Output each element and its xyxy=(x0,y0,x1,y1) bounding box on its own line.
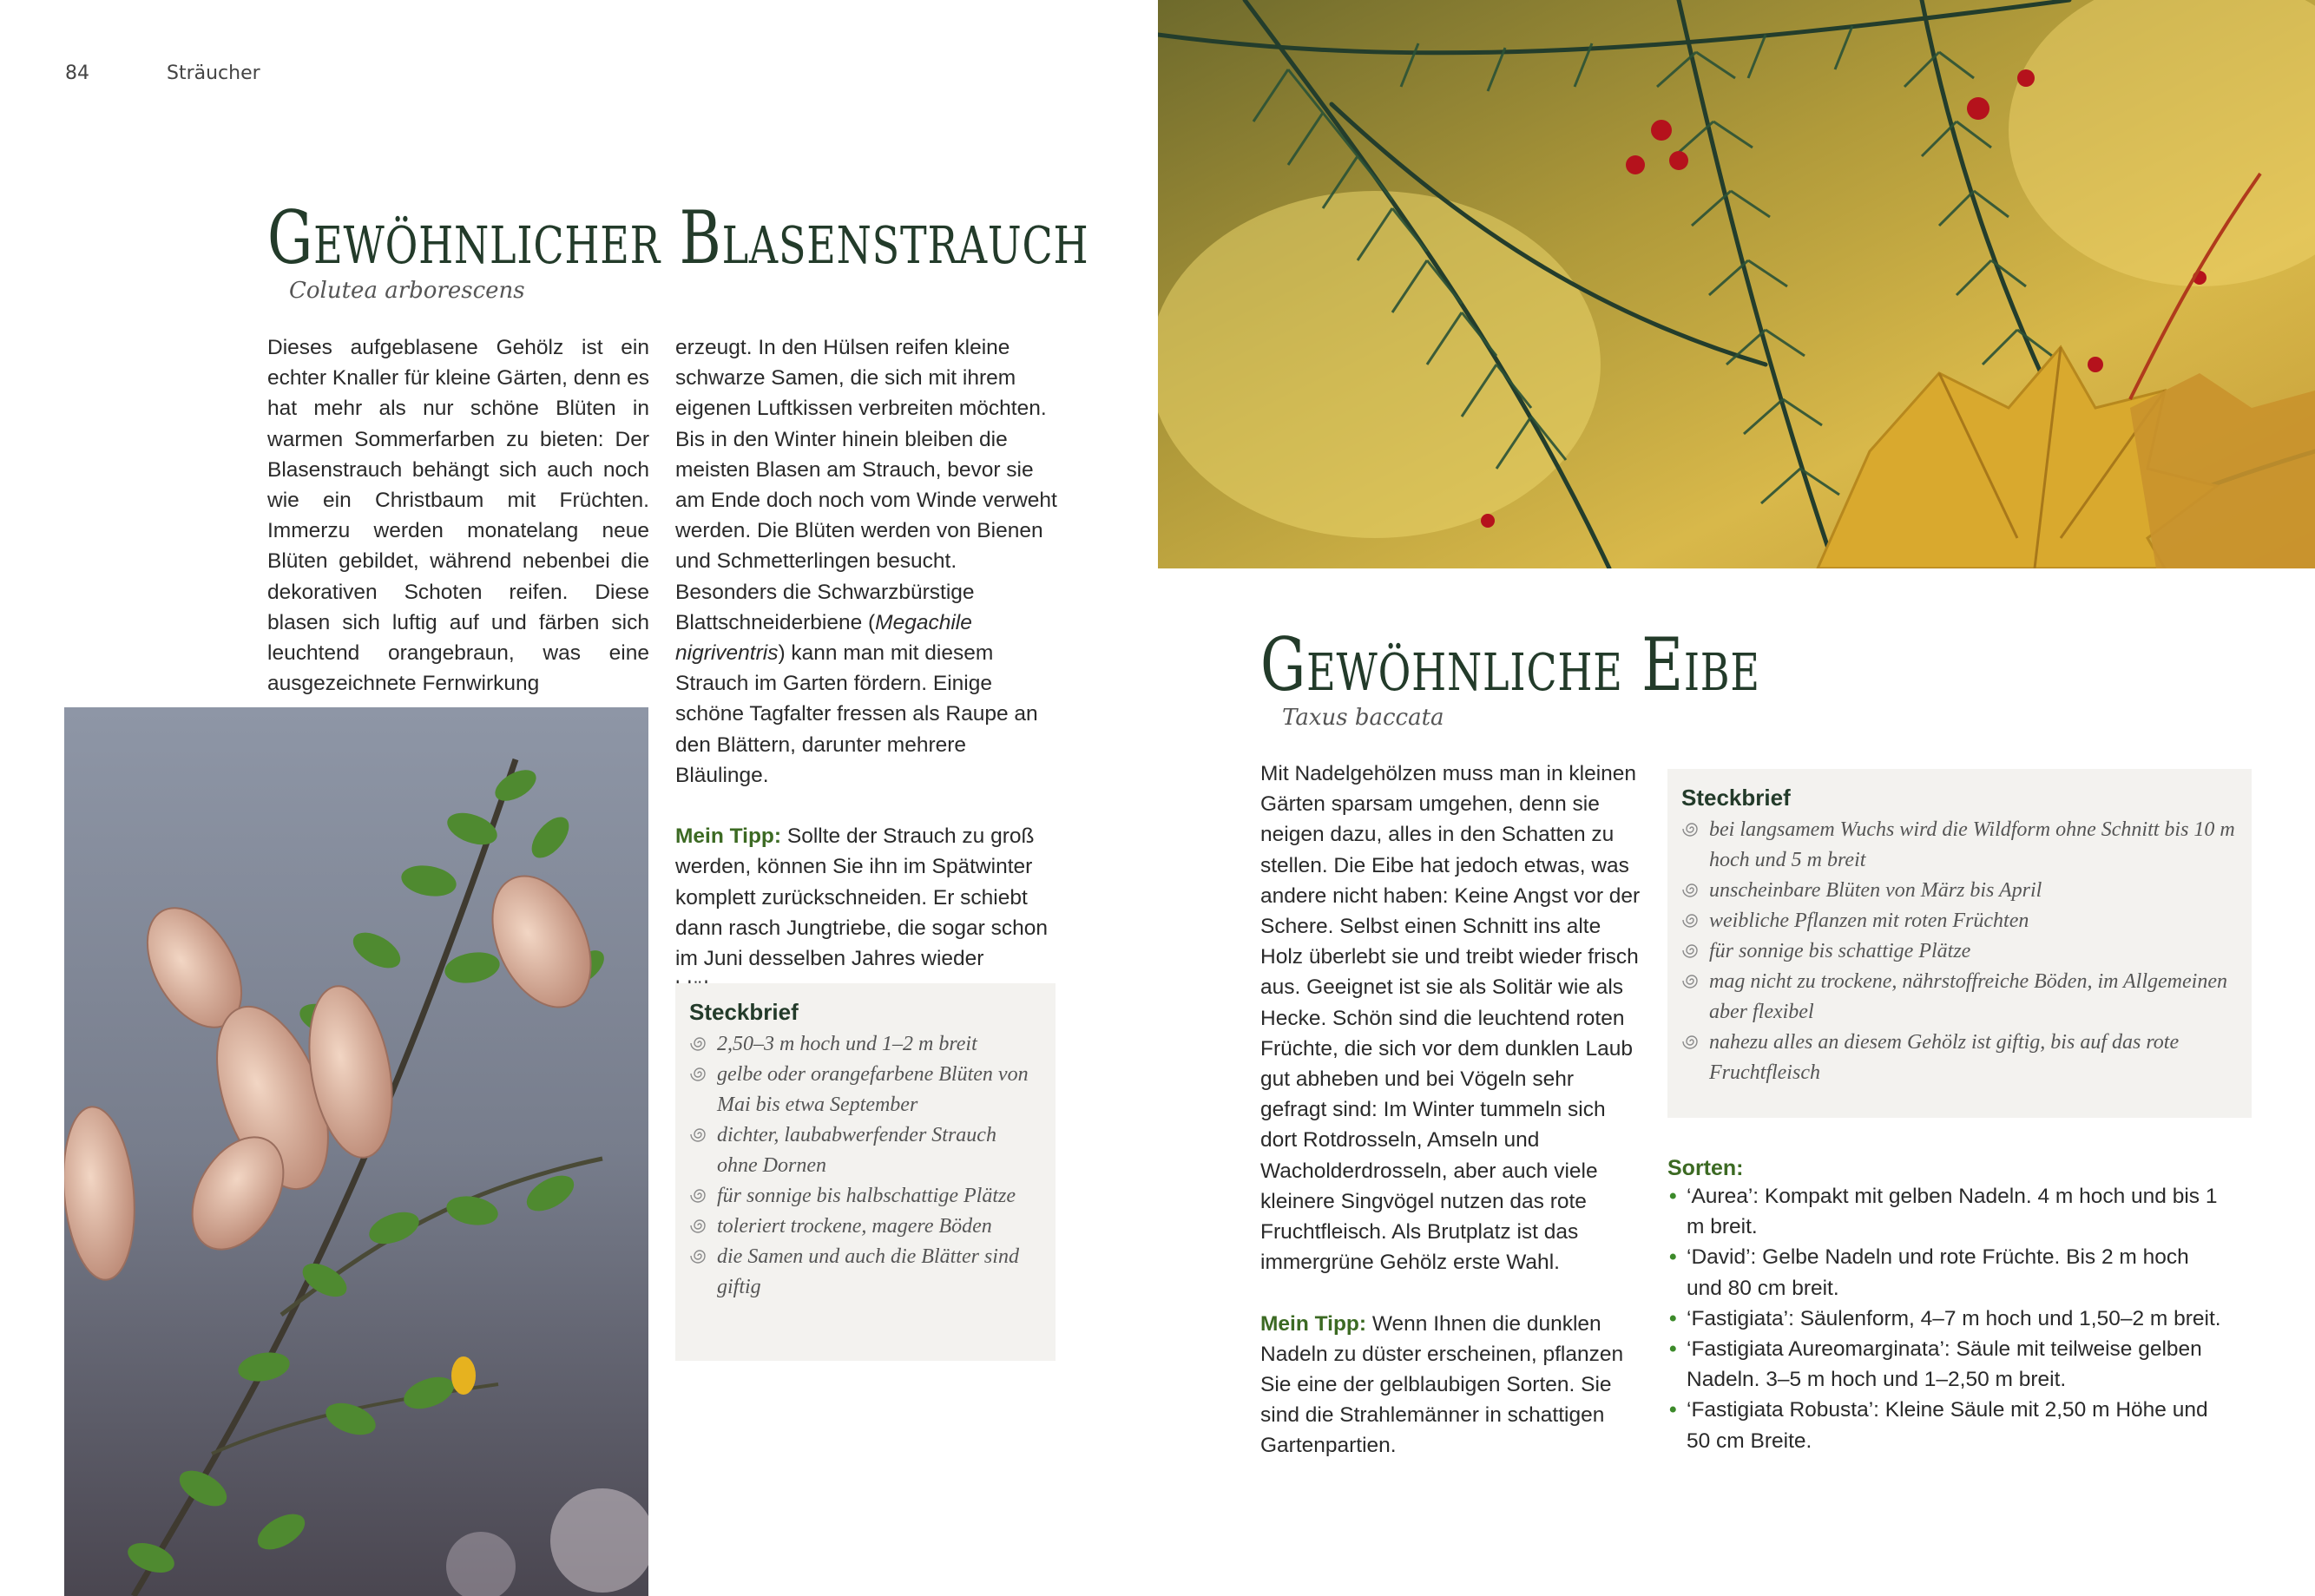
spiral-bullet-icon xyxy=(1681,1031,1702,1052)
tipp-paragraph xyxy=(675,821,1057,1004)
steckbrief-item: gelbe oder orangefarbene Blüten von Mai bis etwa September xyxy=(689,1060,1042,1120)
sorten-item: • ‘Fastigiata Robusta’: Kleine Säule mit 2,50 m Höhe und 50 cm Breite. xyxy=(1667,1395,2223,1455)
sorten-section xyxy=(1667,1156,2223,1456)
latin-name-blasenstrauch: Colutea arborescens xyxy=(289,278,525,304)
steckbrief-item: die Samen und auch die Blätter sind giftig xyxy=(689,1242,1042,1303)
sorten-item: • ‘David’: Gelbe Nadeln und rote Früchte. Bis 2 m hoch und 80 cm breit. xyxy=(1667,1242,2223,1303)
steckbrief-item: weibliche Pflanzen mit roten Früchten xyxy=(1681,906,2238,936)
spiral-bullet-icon xyxy=(1681,818,1702,839)
steckbrief-item: mag nicht zu trockene, nährstoffreiche Böden, im Allgemeinen aber flexibel xyxy=(1681,967,2238,1028)
tipp-paragraph xyxy=(1260,1309,1642,1461)
steckbrief-item: 2,50–3 m hoch und 1–2 m breit xyxy=(689,1029,1042,1060)
sorten-item: • ‘Fastigiata’: Säulenform, 4–7 m hoch und 1,50–2 m breit. xyxy=(1667,1304,2223,1334)
steckbrief-box-eibe xyxy=(1667,769,2252,1118)
text-column-1 xyxy=(267,332,649,730)
steckbrief-title: Steckbrief xyxy=(1681,785,1791,811)
text-column-eibe xyxy=(1260,759,1642,1492)
sorten-item: • ‘Aurea’: Kompakt mit gelben Nadeln. 4 m hoch und bis 1 m breit. xyxy=(1667,1181,2223,1242)
page-title-blasenstrauch: Gewöhnlicher Blasenstrauch xyxy=(267,195,1089,280)
tipp-label: Mein Tipp: xyxy=(1260,1311,1367,1336)
steckbrief-item: toleriert trockene, magere Böden xyxy=(689,1212,1042,1242)
bullet-dot-icon: • xyxy=(1669,1306,1677,1330)
spiral-bullet-icon xyxy=(689,1033,710,1054)
body-text: erzeugt. In den Hülsen reifen kleine schwarze Samen, die sich mit ihrem eigenen Luftkissen verbreiten möchten. Bis in den Winter hinein bleiben die meisten Blasen am Strauch, bevor sie am Ende doch noch vom Winde verweht werden. Die Blüten werden von Bienen und Schmetterlingen besucht. Besonders die Schwarzbürstige Blattschneiderbiene ( xyxy=(675,336,1057,634)
tipp-label: Mein Tipp: xyxy=(675,824,782,849)
sorten-title: Sorten: xyxy=(1667,1156,1744,1180)
body-paragraph: Dieses aufgeblasene Gehölz ist ein echter Knaller für kleine Gärten, denn es hat mehr als nur schöne Blüten in warmen Sommerfarben zu bieten: Der Blasenstrauch behängt sich auch noch wie ein Christbaum mit Früchten. Immerzu werden monatelang neue Blüten gebildet, während nebenbei die dekorativen Schoten reifen. Diese blasen sich luftig auf und färben sich leuchtend orangebraun, was eine ausgezeichnete Fernwirkung xyxy=(267,336,649,696)
spiral-bullet-icon xyxy=(689,1124,710,1145)
steckbrief-item: für sonnige bis schattige Plätze xyxy=(1681,936,2238,967)
spiral-bullet-icon xyxy=(1681,940,1702,961)
bullet-dot-icon: • xyxy=(1669,1185,1677,1208)
bullet-dot-icon: • xyxy=(1669,1337,1677,1362)
spiral-bullet-icon xyxy=(689,1215,710,1236)
bullet-dot-icon: • xyxy=(1669,1398,1677,1422)
bullet-dot-icon: • xyxy=(1669,1245,1677,1270)
sorten-item: • ‘Fastigiata Aureomarginata’: Säule mit teilweise gelben Nadeln. 3–5 m hoch und 1–2,50 m breit. xyxy=(1667,1334,2223,1395)
steckbrief-box-blasenstrauch xyxy=(675,983,1056,1361)
spiral-bullet-icon xyxy=(689,1063,710,1084)
steckbrief-item: dichter, laubabwerfender Strauch ohne Dornen xyxy=(689,1120,1042,1181)
text-column-2 xyxy=(675,332,1057,1035)
tipp-text: Sollte der Strauch zu groß werden, können Sie ihn im Spätwinter komplett zurückschneiden. Er schiebt dann rasch Jungtriebe, die sogar schon im Juni desselben Jahres wieder xyxy=(675,824,1049,971)
page-title-eibe: Gewöhnliche Eibe xyxy=(1260,622,1760,707)
spiral-bullet-icon xyxy=(1681,910,1702,930)
body-paragraph: Mit Nadelgehölzen muss man in kleinen Gärten sparsam umgehen, denn sie neigen dazu, alles in den Schatten zu stellen. Die Eibe hat jedoch etwas, was andere nicht haben: Keine Angst vor der Schere. Selbst einen Schnitt ins alte Holz überlebt sie und treibt wieder frisch aus. Geeignet ist sie als Solitär wie als Hecke. Schön sind die leuchtend roten Früchte, die sich vor dem dunklen Laub gut abheben und bei Vögeln sehr gefragt sind: Im Winter tummeln sich dort Rotdrosseln, Amseln und Wacholderdrosseln, aber auch viele kleinere Singvögel nutzen das rote Fruchtfleisch. Als Brutplatz ist das immergrüne Gehölz erste Wahl. xyxy=(1260,762,1641,1275)
species-name: Megachile nigriventris xyxy=(675,610,972,666)
tipp-text: Wenn Ihnen die dunklen Nadeln zu düster erscheinen, pflanzen Sie eine der gelblaubigen Sorten. Sie sind die Strahlemänner in schattigen Gartenpartien. xyxy=(1260,1311,1624,1458)
body-text: ) kann man mit diesem Strauch im Garten fördern. Einige schöne Tagfalter fressen als Raupe an den Blättern, darunter mehrere Bläulinge. xyxy=(675,641,1038,787)
page-number: 84 xyxy=(65,62,89,84)
spiral-bullet-icon xyxy=(1681,879,1702,900)
steckbrief-item: unscheinbare Blüten von März bis April xyxy=(1681,876,2238,906)
steckbrief-item: für sonnige bis halbschattige Plätze xyxy=(689,1181,1042,1212)
steckbrief-title: Steckbrief xyxy=(689,999,799,1025)
section-title: Sträucher xyxy=(167,62,260,84)
steckbrief-item: nahezu alles an diesem Gehölz ist giftig, bis auf das rote Fruchtfleisch xyxy=(1681,1028,2238,1088)
spiral-bullet-icon xyxy=(689,1245,710,1266)
latin-name-eibe: Taxus baccata xyxy=(1282,705,1444,731)
spiral-bullet-icon xyxy=(689,1185,710,1205)
body-paragraph xyxy=(675,332,1057,791)
spiral-bullet-icon xyxy=(1681,970,1702,991)
steckbrief-item: bei langsamem Wuchs wird die Wildform ohne Schnitt bis 10 m hoch und 5 m breit xyxy=(1681,815,2238,876)
photo-eibe xyxy=(1158,0,2315,568)
photo-blasenstrauch xyxy=(64,707,648,1596)
